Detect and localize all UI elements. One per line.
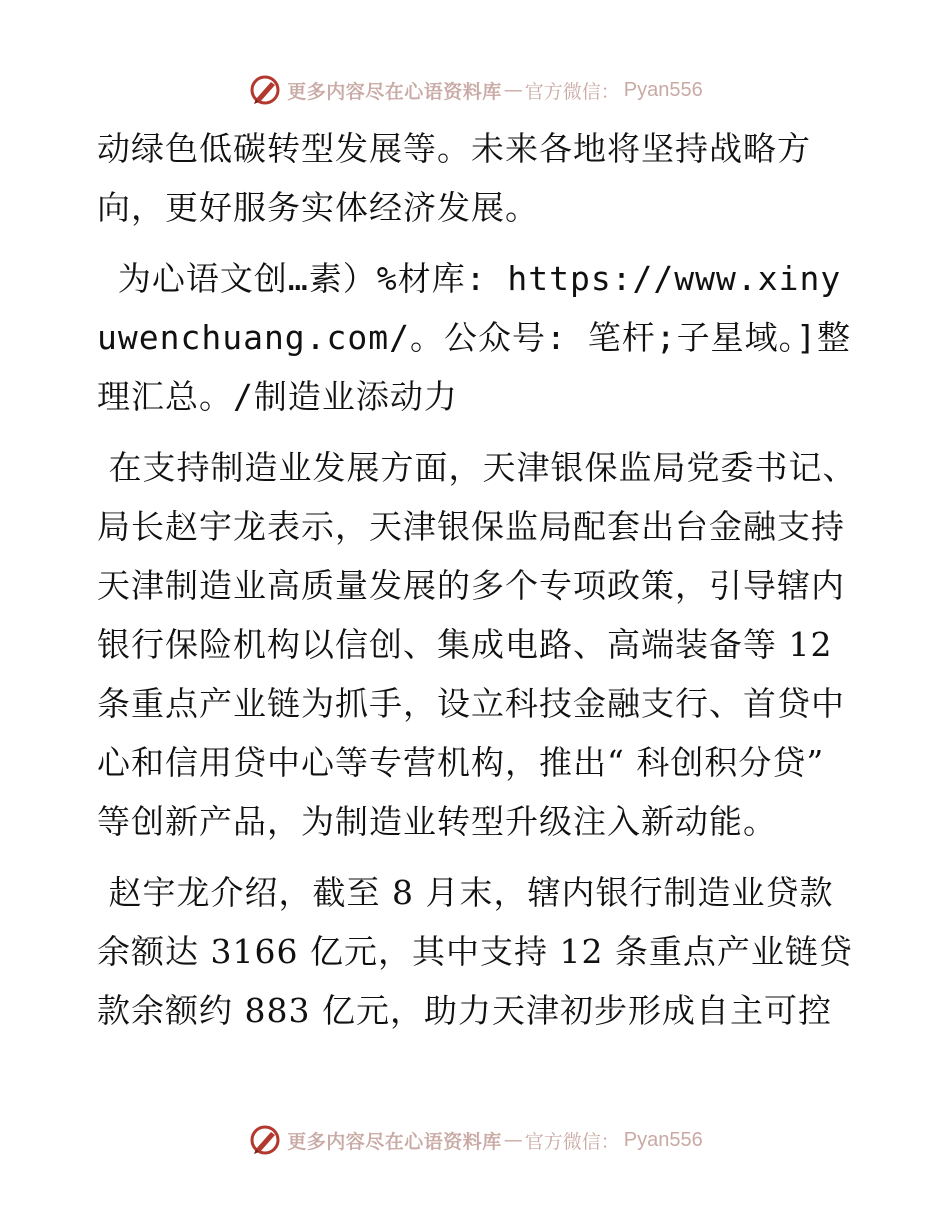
paragraph-1: 动绿色低碳转型发展等。未来各地将坚持战略方向，更好服务实体经济发展。 — [97, 129, 811, 227]
banner-wechat-id: Pyan556 — [623, 1128, 703, 1151]
pen-logo-icon — [247, 72, 283, 108]
banner-wechat-label: 官方微信： — [524, 1130, 620, 1153]
banner-wechat-label: 官方微信： — [524, 80, 620, 103]
paragraph-2: 为心语文创…素）%材库: https://www.xinyuwenchuang.com/。公众号: 笔杆;子星域。]整理汇总。/制造业添动力 — [97, 259, 851, 416]
banner-separator: — — [503, 79, 523, 101]
header-watermark-banner — [0, 70, 950, 110]
paragraph-3: 在支持制造业发展方面，天津银保监局党委书记、局长赵宇龙表示，天津银保监局配套出台金融支持天津制造业高质量发展的多个专项政策，引导辖内银行保险机构以信创、集成电路、高端装备等 12 条重点产业链为抓手，设立科技金融支行、首贷中心和信用贷中心等专营机构，推出“ 科创积分贷” 等创新产品，为制造业转型升级注入新动能。 — [97, 448, 857, 841]
banner-title: 更多内容尽在心语资料库 — [287, 80, 502, 103]
paragraph-4: 赵宇龙介绍，截至 8 月末，辖内银行制造业贷款余额达 3166 亿元，其中支持 12 条重点产业链贷款余额约 883 亿元，助力天津初步形成自主可控 — [97, 873, 853, 1030]
document-body — [97, 119, 857, 1052]
pen-logo-icon — [247, 1122, 283, 1158]
banner-separator: — — [503, 1129, 523, 1151]
footer-watermark-banner — [0, 1120, 950, 1160]
banner-wechat-id: Pyan556 — [623, 78, 703, 101]
banner-title: 更多内容尽在心语资料库 — [287, 1130, 502, 1153]
